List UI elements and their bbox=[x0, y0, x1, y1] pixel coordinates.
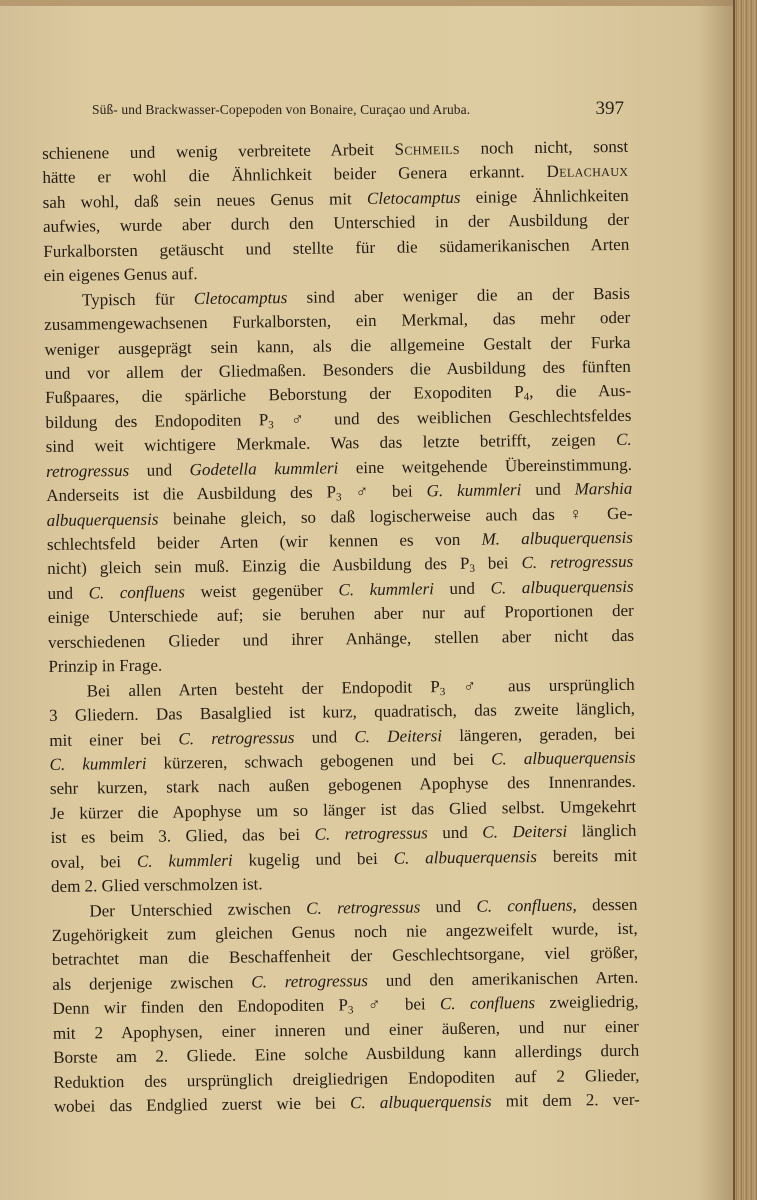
text-line: Reduktion des ursprünglich dreigliedrigen Endopoditen auf 2 Glieder, bbox=[53, 1065, 640, 1092]
text-line: ein eigenes Genus auf. bbox=[43, 264, 198, 286]
page-top-edge bbox=[0, 0, 757, 6]
text-line: betrachtet man die Beschaffenheit der Geschlechtsorgane, viel größer, bbox=[51, 943, 639, 970]
text-line: und C. confluens weist gegenüber C. kummleri und C. albuquerquensis bbox=[47, 576, 634, 603]
text-line: Zugehörigkeit zum gleichen Genus noch nie angezweifelt wurde, ist, bbox=[51, 918, 638, 945]
text-line: Furkalborsten getäuscht und stellte für die südamerikanischen Arten bbox=[43, 234, 630, 261]
text-line: ist es beim 3. Glied, das bei C. retrogressus und C. Deitersi länglich bbox=[50, 821, 637, 848]
text-line: Borste am 2. Gliede. Eine solche Ausbildung kann allerdings durch bbox=[53, 1040, 640, 1068]
running-header bbox=[92, 98, 632, 122]
text-line: Typisch für Cletocamptus sind aber weniger die an der Basis bbox=[81, 283, 631, 310]
text-line: Je kürzer die Apophyse um so länger ist das Glied selbst. Umgekehrt bbox=[50, 796, 637, 823]
text-line: und vor allem der Gliedmaßen. Besonders die Ausbildung des fünften bbox=[44, 356, 631, 383]
text-line: bildung des Endopoditen $P_3$ ♂ und des weiblichen Geschlechtsfeldes bbox=[45, 405, 632, 432]
page-number: 397 bbox=[595, 98, 624, 119]
text-line: Anderseits ist die Ausbildung des $P_3$ ♂ bei G. kummleri und Marshia bbox=[46, 478, 633, 506]
text-line: schlechtsfeld beider Arten (wir kennen es von M. albuquerquensis bbox=[46, 527, 634, 554]
text-line: Prinzip in Frage. bbox=[48, 655, 163, 677]
page-edge-line bbox=[733, 0, 735, 1200]
text-line: sehr kurzen, stark nach außen gebogenen Apophyse des Innenrandes. bbox=[49, 772, 636, 799]
text-line: zusammengewachsenen Furkalborsten, ein Merkmal, das mehr oder bbox=[44, 307, 631, 335]
text-line: mit 2 Apophysen, einer inneren und einer äußeren, und nur einer bbox=[52, 1016, 639, 1043]
text-line: Fußpaares, die spärliche Beborstung der Exopoditen $P_4$, die Aus- bbox=[45, 381, 632, 408]
text-line: albuquerquensis beinahe gleich, so daß logischerweise auch das ♀ Ge- bbox=[46, 503, 633, 530]
text-line: verschiedenen Glieder und ihrer Anhänge, stellen aber nicht das bbox=[47, 625, 635, 652]
text-line: aufwies, wurde aber durch den Unterschied in der Ausbildung der bbox=[42, 210, 630, 237]
text-line: oval, bei C. kummleri kugelig und bei C. albuquerquensis bereits mit bbox=[50, 845, 637, 872]
text-line: retrogressus und Godetella kummleri eine weitgehende Übereinstimmung. bbox=[45, 454, 633, 481]
text-line: Der Unterschied zwischen C. retrogressus und C. confluens, dessen bbox=[89, 894, 638, 921]
text-line: wobei das Endglied zuerst wie bei C. albuquerquensis mit dem 2. ver- bbox=[53, 1089, 640, 1116]
text-line: schienene und wenig verbreitete Arbeit Schmeils noch nicht, sonst bbox=[42, 136, 629, 163]
text-line: als derjenige zwischen C. retrogressus und den amerikanischen Arten. bbox=[52, 967, 639, 994]
text-line: Denn wir finden den Endopoditen $P_3$ ♂ bei C. confluens zweigliedrig, bbox=[52, 992, 639, 1019]
text-line: dem 2. Glied verschmolzen ist. bbox=[50, 874, 263, 897]
text-line: einige Unterschiede auf; sie beruhen aber nur auf Proportionen der bbox=[47, 601, 634, 628]
binding-shadow bbox=[700, 0, 734, 1200]
text-line: nicht) gleich sein muß. Einzig die Ausbildung des $P_3$ bei C. retrogressus bbox=[47, 552, 634, 579]
text-line: sind weit wichtigere Merkmale. Was das letzte betrifft, zeigen C. bbox=[45, 430, 632, 457]
text-line: mit einer bei C. retrogressus und C. Deitersi längeren, geraden, bei bbox=[49, 723, 636, 750]
text-line: weniger ausgeprägt sein kann, als die allgemeine Gestalt der Furka bbox=[44, 332, 631, 359]
text-line: C. kummleri kürzeren, schwach gebogenen und bei C. albuquerquensis bbox=[49, 747, 636, 774]
text-line: hätte er wohl die Ähnlichkeit beider Genera erkannt. Delachaux bbox=[42, 161, 629, 188]
text-line: 3 Gliedern. Das Basalglied ist kurz, quadratisch, das zweite länglich, bbox=[48, 698, 636, 726]
text-line: Bei allen Arten besteht der Endopodit $P_3$ ♂ aus ursprünglich bbox=[86, 674, 635, 701]
body-text bbox=[42, 135, 640, 1120]
running-title: Süß- und Brackwasser-Copepoden von Bonaire, Curaçao und Aruba. bbox=[92, 102, 471, 117]
text-line: sah wohl, daß sein neues Genus mit Cletocamptus einige Ähnlichkeiten bbox=[42, 185, 629, 212]
page-stack-edges bbox=[733, 0, 757, 1200]
